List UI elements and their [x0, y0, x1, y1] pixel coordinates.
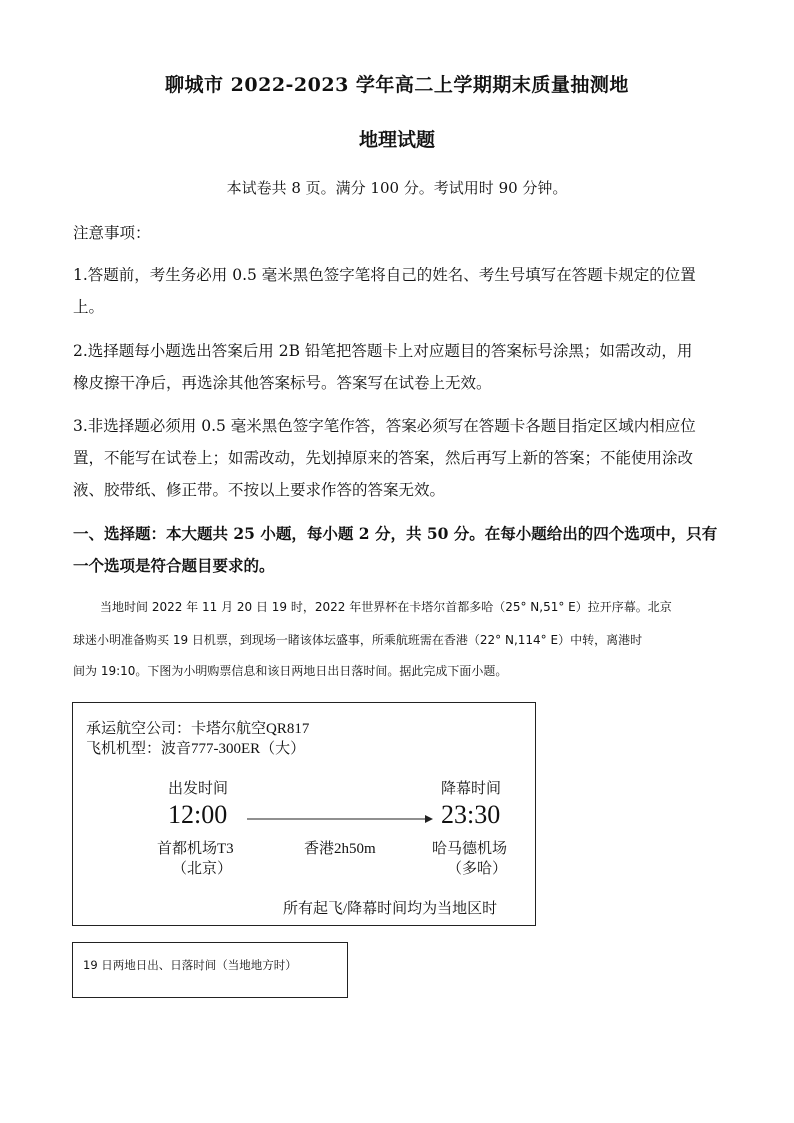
depart-label: 出发时间	[168, 781, 229, 797]
notice-item-2-line-2: 橡皮擦干净后，再选涂其他答案标号。答案写在试卷上无效。	[73, 374, 492, 392]
section-heading-line-1: 一、选择题：本大题共 25 小题，每小题 2 分，共 50 分。在每小题给出的四个选项中，只有	[73, 524, 718, 543]
page-subtitle: 地理试题	[358, 129, 435, 151]
destination-airport: 哈马德机场	[432, 841, 508, 857]
destination-city: （多哈）	[447, 861, 508, 877]
sunrise-sunset-table	[72, 942, 348, 998]
arrive-label: 降幕时间	[441, 781, 502, 797]
passage-line-1: 当地时间 2022 年 11 月 20 日 19 时，2022 年世界杯在卡塔尔首都多哈（25° N,51° E）拉开序幕。北京	[100, 600, 672, 614]
notice-item-1-line-1: 1.答题前，考生务必用 0.5 毫米黑色签字笔将自己的姓名、考生号填写在答题卡规定的位置	[73, 266, 696, 284]
notice-item-2-line-1: 2.选择题每小题选出答案后用 2B 铅笔把答题卡上对应题目的答案标号涂黑；如需改动，用	[73, 342, 693, 360]
sunrise-table-caption: 19 日两地日出、日落时间（当地地方时）	[83, 958, 297, 972]
notice-item-3-line-3: 液、胶带纸、修正带。不按以上要求作答的答案无效。	[73, 481, 446, 499]
transit-info: 香港2h50m	[304, 841, 376, 857]
notice-item-1-line-2: 上。	[73, 298, 105, 316]
depart-time: 12:00	[168, 800, 228, 829]
section-heading-line-2: 一个选项是符合题目要求的。	[73, 556, 275, 575]
passage-line-2: 球迷小明准备购买 19 日机票，到现场一睹该体坛盛事，所乘航班需在香港（22° N,114° E）中转，离港时	[73, 633, 643, 647]
exam-info: 本试卷共 8 页。满分 100 分。考试用时 90 分钟。	[226, 179, 568, 197]
flight-arrow-icon	[247, 813, 433, 825]
page-title: 聊城市 2022-2023 学年高二上学期期末质量抽测地	[165, 74, 629, 96]
ticket-info-box	[72, 702, 536, 926]
notice-item-3-line-1: 3.非选择题必须用 0.5 毫米黑色签字笔作答，答案必须写在答题卡各题目指定区域内相应位	[73, 417, 696, 435]
ticket-carrier: 承运航空公司：卡塔尔航空QR817	[86, 721, 310, 737]
notice-heading: 注意事项：	[73, 224, 151, 242]
origin-city: （北京）	[172, 861, 233, 877]
arrive-time: 23:30	[441, 800, 501, 829]
ticket-aircraft: 飞机机型：波音777-300ER（大）	[86, 741, 306, 757]
time-note: 所有起飞/降幕时间均为当地区时	[283, 901, 498, 917]
passage-line-3: 间为 19:10。下图为小明购票信息和该日两地日出日落时间。据此完成下面小题。	[73, 664, 508, 678]
notice-item-3-line-2: 置，不能写在试卷上；如需改动，先划掉原来的答案，然后再写上新的答案；不能使用涂改	[73, 449, 694, 467]
origin-airport: 首都机场T3	[157, 841, 234, 857]
